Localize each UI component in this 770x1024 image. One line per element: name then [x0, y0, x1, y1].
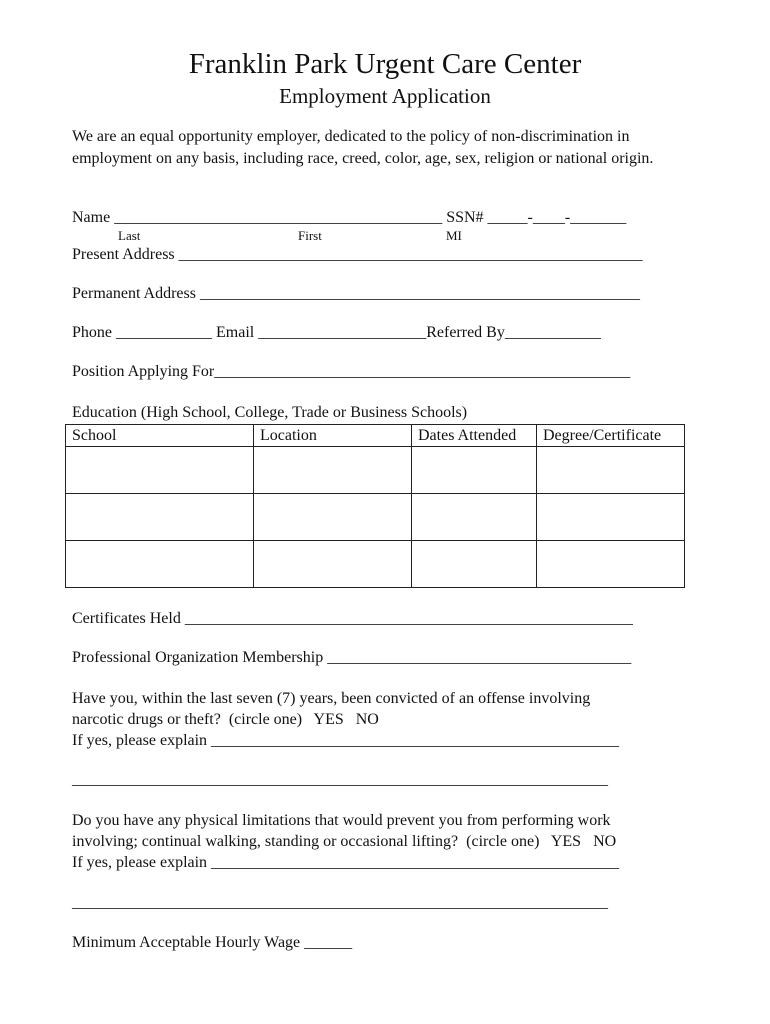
- first-name-label: First: [298, 228, 322, 243]
- column-header-location: Location: [254, 425, 412, 447]
- last-name-label: Last: [118, 228, 141, 243]
- limitations-question-choice[interactable]: involving; continual walking, standing or occasional lifting? (circle one) YES NO: [72, 833, 617, 850]
- table-row: [66, 447, 685, 494]
- table-row: [66, 541, 685, 588]
- page-title: Franklin Park Urgent Care Center: [188, 48, 582, 80]
- education-table: [65, 424, 685, 588]
- degree-cell[interactable]: [537, 447, 685, 494]
- degree-cell[interactable]: [537, 494, 685, 541]
- education-header-row: [66, 425, 685, 447]
- degree-cell[interactable]: [537, 541, 685, 588]
- limitations-explain-field[interactable]: If yes, please explain ___________________________________________________: [72, 854, 620, 871]
- organization-field[interactable]: Professional Organization Membership ______________________________________: [72, 649, 632, 666]
- location-cell[interactable]: [254, 541, 412, 588]
- table-row: [66, 494, 685, 541]
- location-cell[interactable]: [254, 494, 412, 541]
- column-header-dates: Dates Attended: [412, 425, 537, 447]
- school-cell[interactable]: [66, 541, 254, 588]
- dates-cell[interactable]: [412, 447, 537, 494]
- conviction-explain-blank[interactable]: ___________________________________________________________________: [72, 771, 608, 788]
- location-cell[interactable]: [254, 447, 412, 494]
- school-cell[interactable]: [66, 447, 254, 494]
- page-subtitle: Employment Application: [279, 84, 491, 108]
- position-field[interactable]: Position Applying For____________________________________________________: [72, 363, 631, 380]
- present-address-field[interactable]: Present Address __________________________________________________________: [72, 246, 643, 263]
- school-cell[interactable]: [66, 494, 254, 541]
- column-header-degree: Degree/Certificate: [537, 425, 685, 447]
- wage-field[interactable]: Minimum Acceptable Hourly Wage ______: [72, 934, 353, 951]
- conviction-explain-field[interactable]: If yes, please explain ___________________________________________________: [72, 732, 620, 749]
- name-ssn-field[interactable]: Name _________________________________________ SSN# _____-____-_______: [72, 209, 627, 226]
- equal-opportunity-statement: We are an equal opportunity employer, dedicated to the policy of non-discrimination in employment on any basis, including race, creed, color, age, sex, religion or national origin.: [72, 128, 654, 167]
- middle-initial-label: MI: [446, 228, 462, 243]
- conviction-question: Have you, within the last seven (7) years, been convicted of an offense involving: [72, 690, 591, 707]
- conviction-question-choice[interactable]: narcotic drugs or theft? (circle one) YES NO: [72, 711, 379, 728]
- dates-cell[interactable]: [412, 494, 537, 541]
- education-label: Education (High School, College, Trade or Business Schools): [72, 404, 468, 421]
- dates-cell[interactable]: [412, 541, 537, 588]
- contact-fields[interactable]: Phone ____________ Email _____________________Referred By____________: [72, 324, 601, 341]
- column-header-school: School: [66, 425, 254, 447]
- permanent-address-field[interactable]: Permanent Address _______________________________________________________: [72, 285, 640, 302]
- certificates-field[interactable]: Certificates Held ________________________________________________________: [72, 610, 633, 627]
- limitations-question: Do you have any physical limitations that would prevent you from performing work: [72, 812, 611, 829]
- limitations-explain-blank[interactable]: ___________________________________________________________________: [72, 894, 608, 911]
